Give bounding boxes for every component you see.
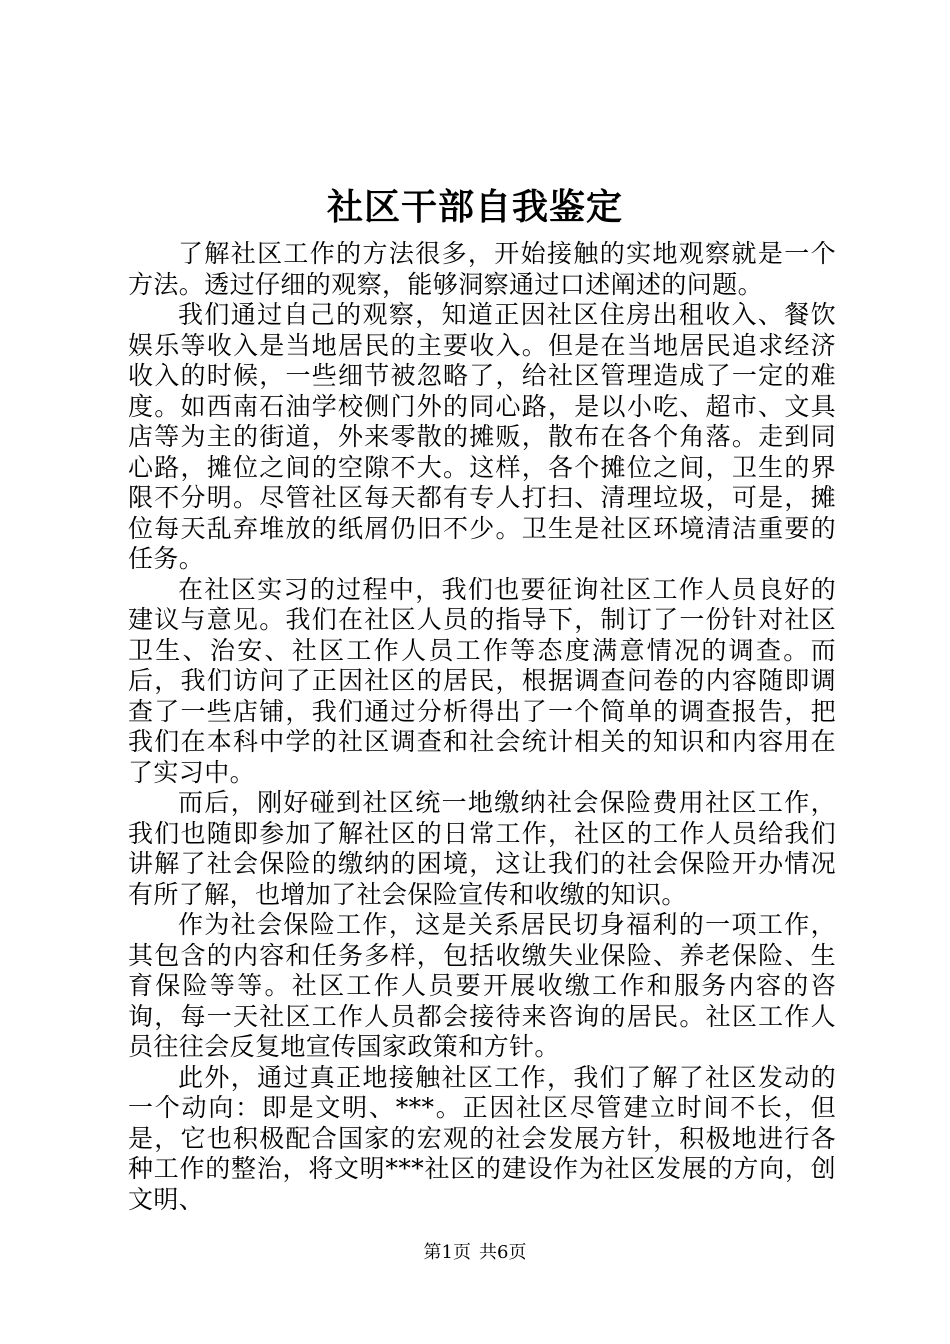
- paragraph-4: 而后，刚好碰到社区统一地缴纳社会保险费用社区工作，我们也随即参加了解社区的日常工作，社区的工作人员给我们讲解了社会保险的缴纳的困境，这让我们的社会保险开办情况有所了解，也增加了社会保险宣传和收缴的知识。: [128, 788, 836, 909]
- total-pages: 共6页: [479, 1242, 527, 1263]
- document-body: [128, 239, 836, 1215]
- paragraph-6: 此外，通过真正地接触社区工作，我们了解了社区发动的一个动向：即是文明、***。正因社区尽管建立时间不长，但是，它也积极配合国家的宏观的社会发展方针，积极地进行各种工作的整治，将文明***社区的建设作为社区发展的方向，创文明、: [128, 1062, 836, 1214]
- paragraph-1: 了解社区工作的方法很多，开始接触的实地观察就是一个方法。透过仔细的观察，能够洞察通过口述阐述的问题。: [128, 239, 836, 299]
- page-number: 第1页: [423, 1242, 471, 1263]
- paragraph-2: 我们通过自己的观察，知道正因社区住房出租收入、餐饮娱乐等收入是当地居民的主要收入。但是在当地居民追求经济收入的时候，一些细节被忽略了，给社区管理造成了一定的难度。如西南石油学校侧门外的同心路，是以小吃、超市、文具店等为主的街道，外来零散的摊贩，散布在各个角落。走到同心路，摊位之间的空隙不大。这样，各个摊位之间，卫生的界限不分明。尽管社区每天都有专人打扫、清理垃圾，可是，摊位每天乱弃堆放的纸屑仍旧不少。卫生是社区环境清洁重要的任务。: [128, 300, 836, 573]
- document-title: 社区干部自我鉴定: [326, 186, 623, 228]
- page-footer: [0, 1241, 950, 1265]
- paragraph-5: 作为社会保险工作，这是关系居民切身福利的一项工作，其包含的内容和任务多样，包括收缴失业保险、养老保险、生育保险等等。社区工作人员要开展收缴工作和服务内容的咨询，每一天社区工作人员都会接待来咨询的居民。社区工作人员往往会反复地宣传国家政策和方针。: [128, 910, 836, 1061]
- paragraph-3: 在社区实习的过程中，我们也要征询社区工作人员良好的建议与意见。我们在社区人员的指导下，制订了一份针对社区卫生、治安、社区工作人员工作等态度满意情况的调查。而后，我们访问了正因社区的居民，根据调查问卷的内容随即调查了一些店铺，我们通过分析得出了一个简单的调查报告，把我们在本科中学的社区调查和社会统计相关的知识和内容用在了实习中。: [128, 574, 836, 787]
